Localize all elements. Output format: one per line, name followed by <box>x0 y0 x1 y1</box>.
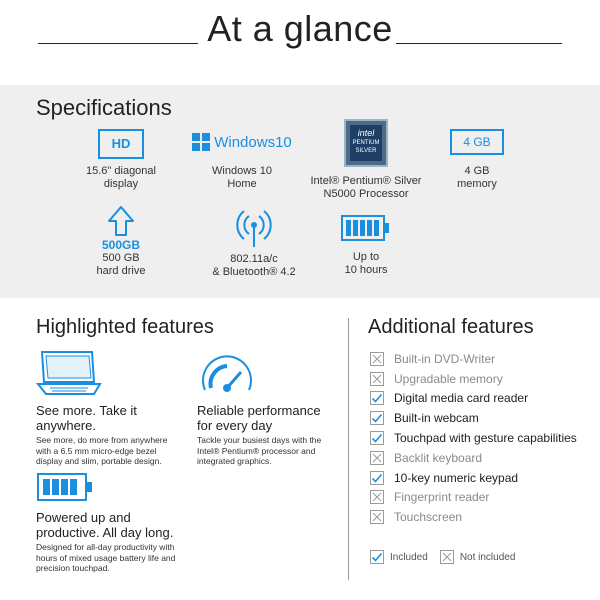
intel-badge-bot: SILVER <box>355 148 377 154</box>
list-item <box>370 369 595 389</box>
header-rule-right <box>396 43 562 44</box>
spec-memory <box>417 129 537 191</box>
memory-icon: 4 GB <box>450 129 504 155</box>
spec-storage-line1: 500 GB <box>102 252 140 264</box>
spec-storage-line2: hard drive <box>96 265 146 277</box>
spec-wireless-line2: & Bluetooth® 4.2 <box>212 266 296 278</box>
spec-display-line1: 15.6" diagonal <box>86 165 156 177</box>
list-item <box>370 349 595 369</box>
spec-os <box>182 129 302 191</box>
windows-logo-icon <box>192 129 292 155</box>
header <box>0 0 600 85</box>
legend <box>370 550 515 564</box>
additional-features-title: Additional features <box>368 316 534 338</box>
cross-icon <box>370 510 384 524</box>
feature-powered-up <box>36 510 176 574</box>
feature-description: See more, do more from anywhere with a 6.5 mm micro-edge bezel display and slim, portable design. <box>36 435 168 466</box>
specifications-title: Specifications <box>36 95 172 120</box>
highlighted-features-title: Highlighted features <box>36 316 214 338</box>
check-icon <box>370 471 384 485</box>
check-icon <box>370 550 384 564</box>
legend-included-label: Included <box>390 551 428 563</box>
spec-processor-line2: N5000 Processor <box>323 188 409 200</box>
feature-title: Reliable performance for every day <box>197 403 321 433</box>
check-icon <box>370 391 384 405</box>
feature-description: Tackle your busiest days with the Intel® Pentium® processor and integrated graphics. <box>197 435 322 466</box>
list-item <box>370 448 595 468</box>
feature-title: Powered up and productive. All day long. <box>36 510 174 540</box>
windows-logo-text: Windows10 <box>214 133 292 151</box>
legend-not-included-label: Not included <box>459 551 516 563</box>
spec-os-line1: Windows 10 <box>212 165 272 177</box>
column-divider <box>348 318 349 580</box>
spec-battery <box>306 205 426 277</box>
spec-display <box>61 129 181 191</box>
spec-processor <box>306 119 426 201</box>
spec-wireless-line1: 802.11a/c <box>230 253 278 265</box>
list-item <box>370 389 595 409</box>
hd-icon: HD <box>98 129 144 159</box>
list-item <box>370 507 595 527</box>
check-icon <box>370 411 384 425</box>
feature-label: Digital media card reader <box>394 391 529 406</box>
intel-pentium-badge-icon <box>344 119 388 167</box>
feature-label: Built-in webcam <box>394 411 479 426</box>
intel-badge-mid: PENTIUM <box>352 140 380 146</box>
feature-label: Upgradable memory <box>394 371 503 386</box>
spec-battery-line2: 10 hours <box>344 264 388 276</box>
storage-badge: 500GB <box>101 238 141 252</box>
specifications-panel <box>0 85 600 298</box>
spec-battery-line1: Up to <box>352 251 380 263</box>
feature-label: Touchpad with gesture capabilities <box>394 431 577 446</box>
intel-badge-brand: intel <box>357 128 375 138</box>
check-icon <box>370 431 384 445</box>
speedometer-icon <box>197 350 257 398</box>
cross-icon <box>370 372 384 386</box>
feature-title: See more. Take it anywhere. <box>36 403 137 433</box>
feature-label: Built-in DVD-Writer <box>394 351 496 366</box>
spec-memory-line2: memory <box>457 178 497 190</box>
spec-wireless <box>194 205 314 279</box>
spec-os-line2: Home <box>227 178 257 190</box>
list-item <box>370 488 595 508</box>
list-item <box>370 428 595 448</box>
feature-label: Touchscreen <box>394 510 463 525</box>
wireless-icon <box>230 205 278 249</box>
additional-features-list <box>370 349 595 527</box>
cross-icon <box>370 490 384 504</box>
spec-storage <box>61 205 181 278</box>
storage-arrow-icon <box>106 205 136 237</box>
battery-feature-icon <box>36 470 96 504</box>
cross-icon <box>370 451 384 465</box>
feature-reliable-performance <box>197 403 337 467</box>
feature-see-more <box>36 403 176 467</box>
spec-processor-line1: Intel® Pentium® Silver <box>310 175 422 187</box>
cross-icon <box>440 550 454 564</box>
laptop-icon <box>36 348 102 398</box>
battery-icon <box>340 213 392 243</box>
feature-description: Designed for all-day productivity with hours of mixed usage battery life and precision touchpad. <box>36 542 176 573</box>
page-title: At a glance <box>207 8 393 49</box>
feature-label: 10-key numeric keypad <box>394 470 519 485</box>
feature-label: Fingerprint reader <box>394 490 490 505</box>
spec-memory-line1: 4 GB <box>464 165 490 177</box>
list-item <box>370 408 595 428</box>
list-item <box>370 468 595 488</box>
spec-display-line2: display <box>103 178 139 190</box>
cross-icon <box>370 352 384 366</box>
feature-label: Backlit keyboard <box>394 450 483 465</box>
